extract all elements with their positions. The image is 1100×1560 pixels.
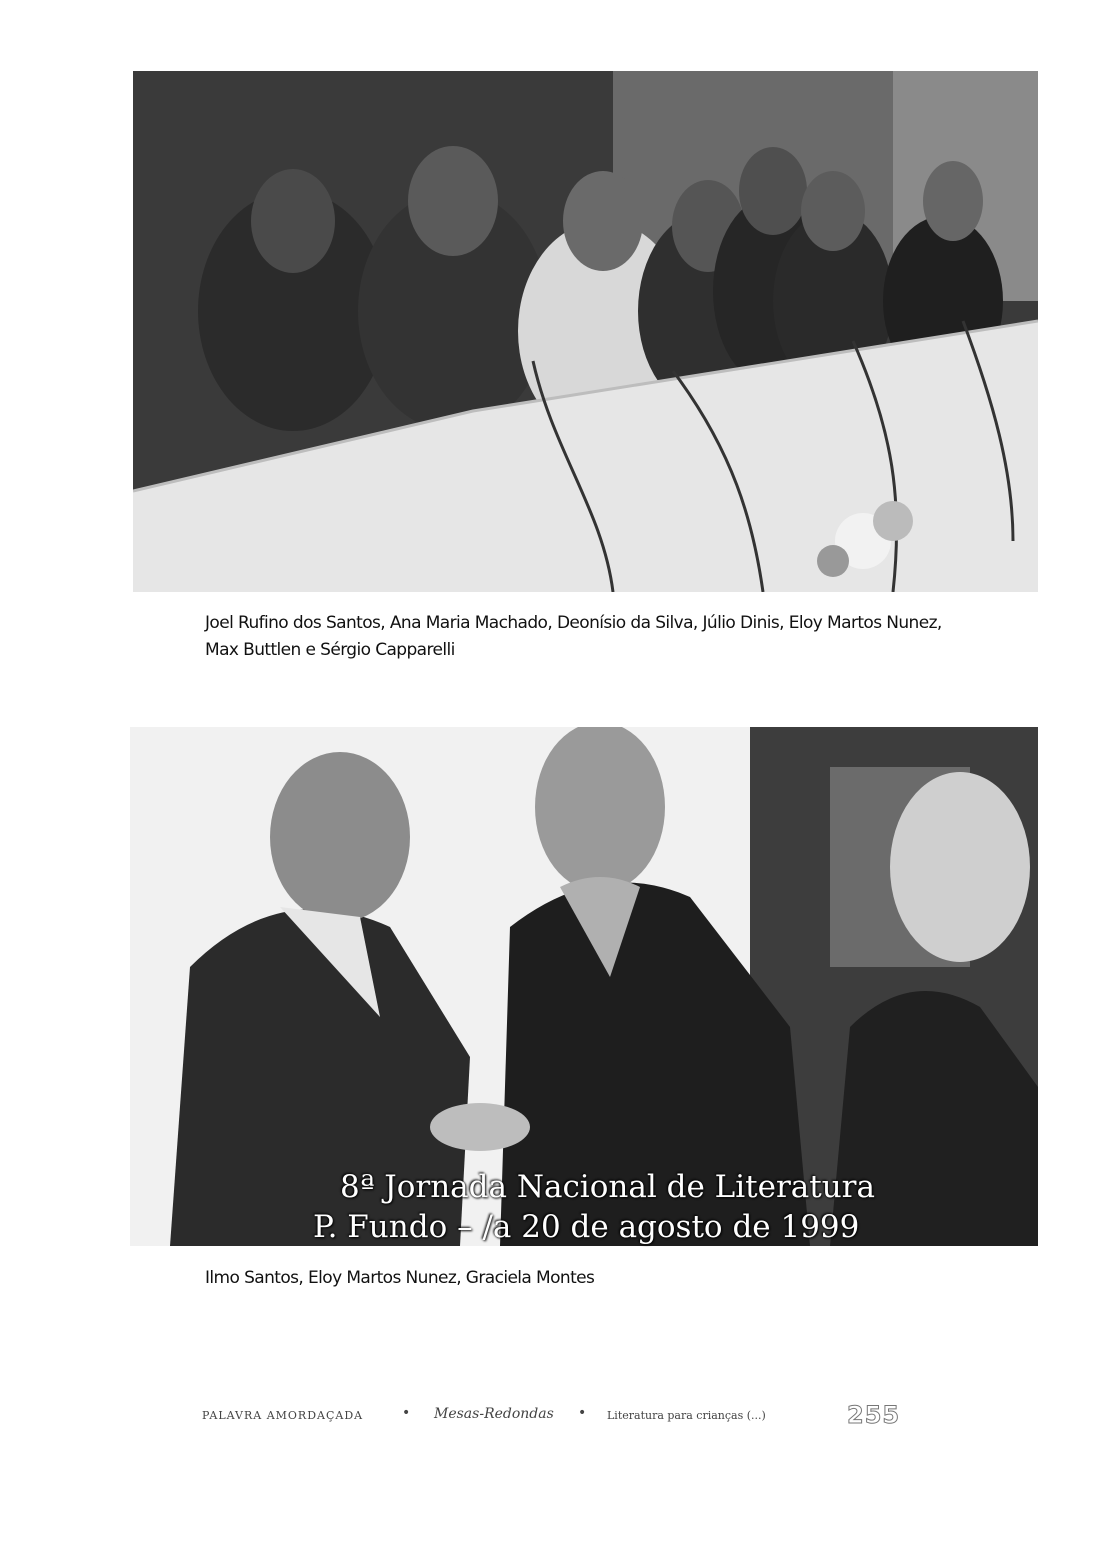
- photo-date-stamp-line-1: 8ª Jornada Nacional de Literatura: [340, 1169, 875, 1205]
- panel-photo-image: [133, 71, 1038, 592]
- page-footer: [202, 1401, 922, 1431]
- footer-section-title: Mesas-Redondas: [434, 1406, 554, 1422]
- footer-separator: •: [402, 1405, 411, 1421]
- footer-journal-title: PALAVRA AMORDAÇADA: [202, 1409, 364, 1422]
- panel-photo: [133, 71, 1038, 592]
- photo-date-stamp-line-2: P. Fundo – /a 20 de agosto de 1999: [313, 1209, 860, 1245]
- panel-photo-caption: Joel Rufino dos Santos, Ana Maria Machado, Deonísio da Silva, Júlio Dinis, Eloy Martos Nunez, Max Buttlen e Sérgio Capparelli: [205, 613, 942, 660]
- footer-separator: •: [578, 1405, 587, 1421]
- ceremony-photo-caption: Ilmo Santos, Eloy Martos Nunez, Graciela Montes: [205, 1268, 595, 1288]
- page-number: 255: [847, 1401, 901, 1429]
- footer-topic: Literatura para crianças (...): [607, 1409, 766, 1422]
